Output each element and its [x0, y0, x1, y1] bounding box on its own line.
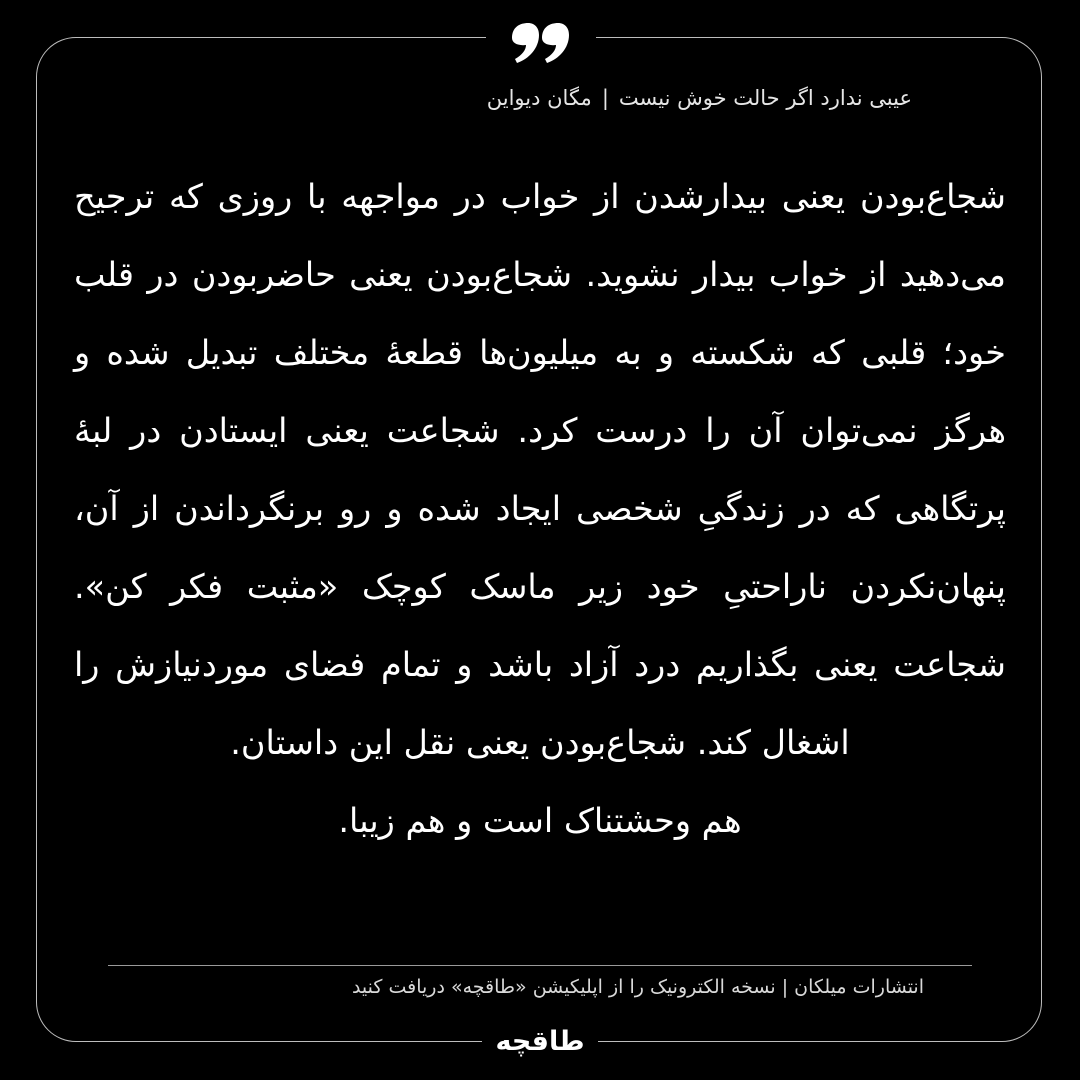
book-author: مگان دیواین	[486, 86, 592, 110]
quotation-mark-icon	[508, 18, 572, 68]
publisher-note: انتشارات میلکان | نسخه الکترونیک را از اپلیکیشن «طاقچه» دریافت کنید	[351, 976, 924, 998]
book-title: عیبی ندارد اگر حالت خوش نیست	[618, 86, 912, 110]
quote-paragraph-main: شجاع‌بودن یعنی بیدارشدن از خواب در مواجهه با روزی که ترجیح می‌دهید از خواب بیدار نشوید. شجاع‌بودن یعنی حاضربودن در قلب خود؛ قلبی که شکسته و به میلیون‌ها قطعهٔ مختلف تبدیل شده و هرگز نمی‌توان آن را درست کرد. شجاعت یعنی ایستادن در لبهٔ پرتگاهی که در زندگیِ شخصی ایجاد شده و رو برنگرداندن از آن، پنهان‌نکردن ناراحتیِ خود زیر ماسک کوچک «مثبت فکر کن». شجاعت یعنی بگذاریم درد آزاد باشد و تمام فضای موردنیازش را اشغال کند. شجاع‌بودن یعنی نقل این داستان.	[74, 177, 1006, 762]
quote-paragraph-last: هم وحشتناک است و هم زیبا.	[338, 801, 742, 840]
footer-divider	[108, 965, 972, 966]
taaghche-logo: طاقچه	[482, 1024, 598, 1062]
book-info	[487, 86, 912, 110]
quote-text	[74, 158, 1006, 860]
book-info-separator: |	[601, 86, 609, 110]
